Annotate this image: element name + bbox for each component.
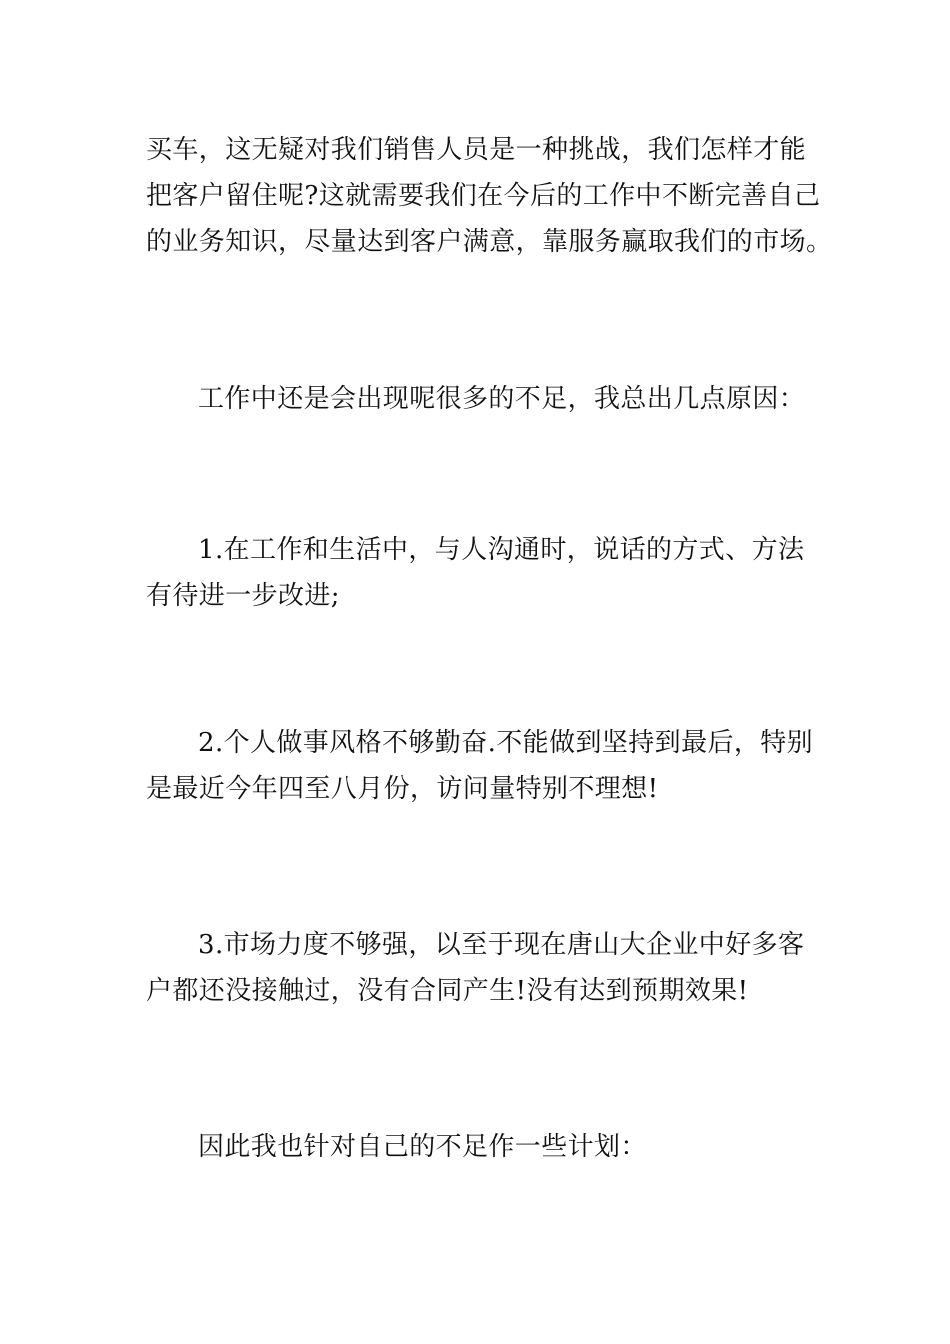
paragraph-car-purchase-challenge [146,127,833,265]
paragraph-line: 工作中还是会出现呢很多的不足，我总出几点原因： [198,384,806,414]
paragraph-line: 有待进一步改进; [146,581,340,611]
paragraph-line: 2.个人做事风格不够勤奋.不能做到坚持到最后，特别 [198,728,814,758]
paragraph-line: 户都还没接触过，没有合同产生!没有达到预期效果! [146,976,749,1006]
paragraph-item-1 [146,527,810,619]
paragraph-shortcomings-intro [146,376,810,422]
paragraph-line: 买车，这无疑对我们销售人员是一种挑战，我们怎样才能 [146,135,807,165]
paragraph-line: 3.市场力度不够强，以至于现在唐山大企业中好多客 [198,930,805,960]
paragraph-line: 因此我也针对自己的不足作一些计划： [198,1132,647,1162]
paragraph-line: 把客户留住呢?这就需要我们在今后的工作中不断完善自己 [146,181,821,211]
paragraph-item-2 [146,720,814,812]
paragraph-line: 是最近今年四至八月份，访问量特别不理想! [146,774,659,804]
paragraph-item-3 [146,922,810,1014]
paragraph-plan-intro [146,1124,810,1170]
paragraph-line: 的业务知识，尽量达到客户满意，靠服务赢取我们的市场。 [146,227,833,257]
paragraph-line: 1.在工作和生活中，与人沟通时，说话的方式、方法 [198,535,805,565]
